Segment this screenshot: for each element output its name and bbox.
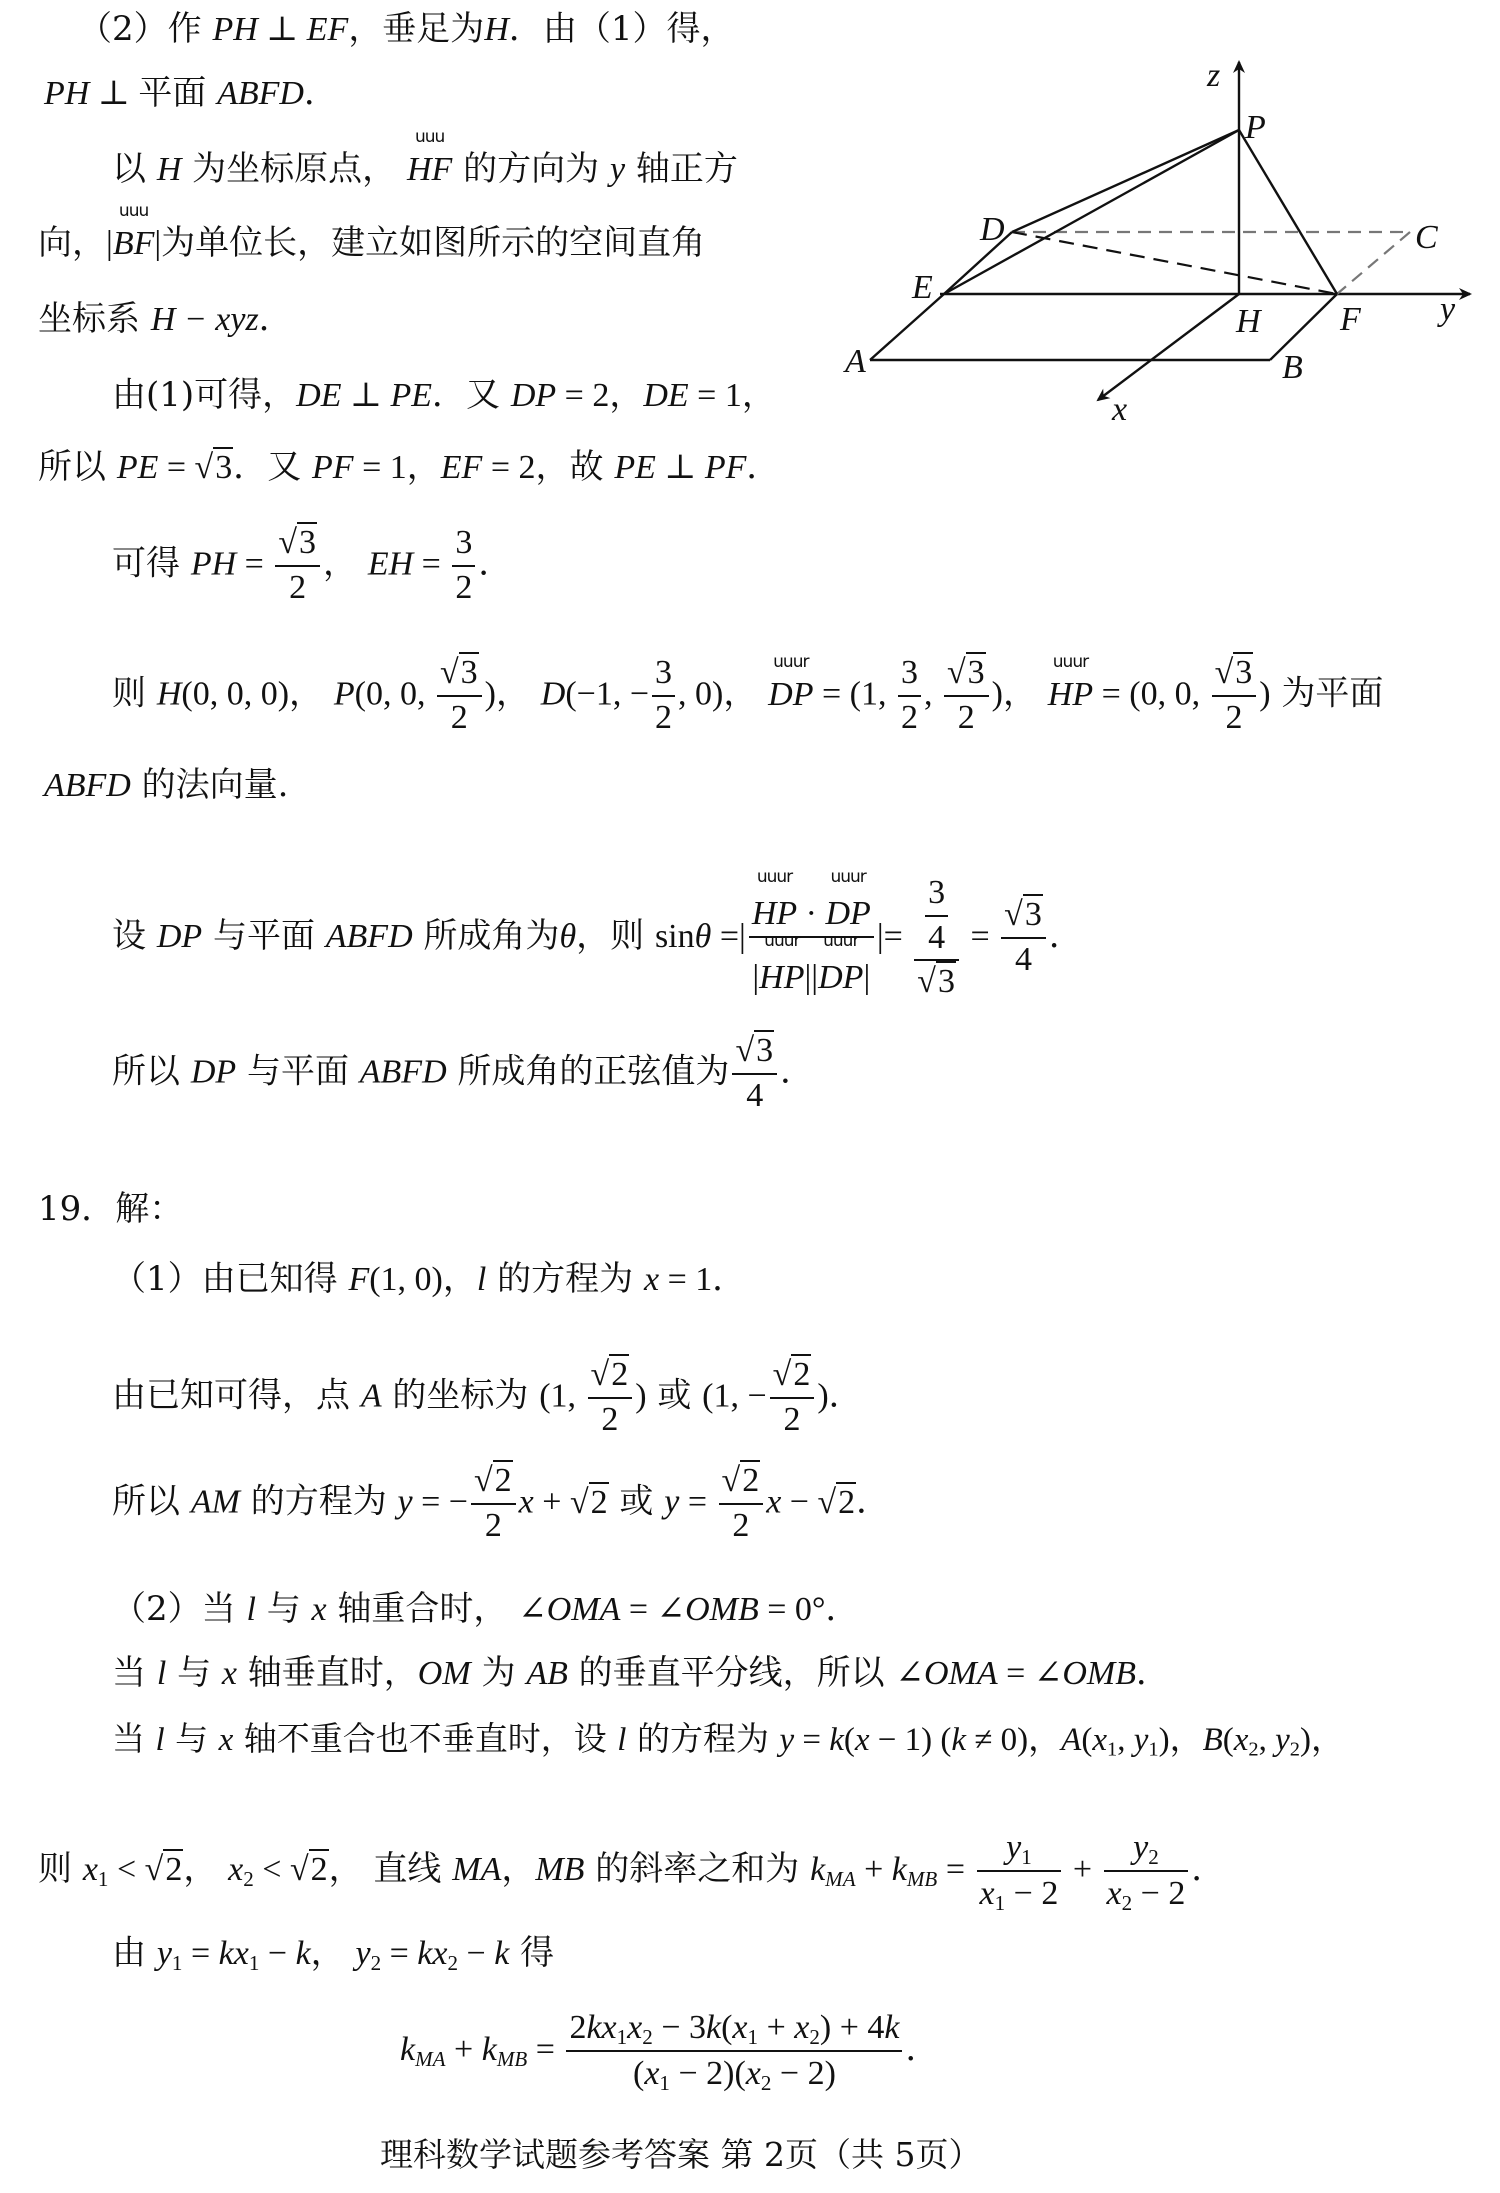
line-ph-perp-plane: PH ⊥ 平面 ABFD． xyxy=(44,73,338,113)
vector-hp: uuur HP xyxy=(1047,651,1094,713)
vector-hf: uuu HF xyxy=(407,127,453,188)
fraction-dot-product: uuur HP · uuur DP | uuur HP|| uuur DP| xyxy=(749,876,874,999)
fraction-sqrt3-over-2: $\frac{√3}{2}$ xyxy=(275,522,320,609)
line-sine-theta: 设 DP 与平面 ABFD 所成角为θ，则 sinθ =| uuur HP · uuur DP | uuur HP|| uuur DP| |= $\frac{\frac{3}{4}}{√3}$ = $\frac{√3}{4}$ ． xyxy=(112,872,1083,1004)
line-coordinates: 则 H(0, 0, 0)， P(0, 0, $\frac{√3}{2}$ )， D(−1, − $\frac{3}{2}$ , 0)， uuur DP = (1, $\frac{3}{2}$ , $\frac{√3}{2}$ )， uuur HP = (0, 0, $\frac{√3}{2}$ ) 为平面 xyxy=(112,651,1384,736)
x-axis xyxy=(1098,294,1239,400)
label-y: y xyxy=(1440,291,1456,328)
line-sine-conclusion: 所以 DP 与平面 ABFD 所成角的正弦值为 $\frac{√3}{4}$ ． xyxy=(112,1032,815,1114)
line-coordinate-system: 坐标系 H − xyz． xyxy=(38,299,293,339)
problem-19-heading: 19．解： xyxy=(38,1189,184,1229)
label-x: x xyxy=(1112,391,1128,428)
line-unit-length: 向，| uuu BF|为单位长，建立如图所示的空间直角 xyxy=(38,201,706,263)
edge-dp xyxy=(1012,130,1239,232)
fraction-compound: $\frac{\frac{3}{4}}{√3}$ xyxy=(914,872,959,1004)
line-construct-ph: （2）作 PH ⊥ EF，垂足为H．由（1）得， xyxy=(78,9,735,49)
vector-dp: uuur DP xyxy=(768,651,814,713)
label-c: C xyxy=(1415,219,1438,256)
label-h: H xyxy=(1236,303,1261,340)
edge-pf xyxy=(1239,130,1337,294)
line-ph-eh-values: 可得 PH = $\frac{√3}{2}$ ， EH = $\frac{3}{2}$ ． xyxy=(112,522,512,609)
line-slope-sum: 则 $x_1 < √2$， $x_2 < √2$， 直线 MA，MB 的斜率之和为 $k_{MA} + k_{MB}$ = $\frac{y_1}{x_1 - 2}$ + $\frac{y_2}{x_2 - 2}$ ． xyxy=(38,1826,1225,1916)
line-pe-value: 所以 PE = √3．又 PF = 1，EF = 2，故 PE ⊥ PF． xyxy=(38,447,781,487)
line-am-equation: 所以 AM 的方程为 y = − $\frac{√2}{2}$ x + √2 或 y = $\frac{√2}{2}$ x − √2． xyxy=(112,1462,891,1544)
line-origin-setup: 以 H 为坐标原点， uuu HF 的方向为 y 轴正方 xyxy=(112,127,738,189)
label-d: D xyxy=(980,211,1005,248)
label-f: F xyxy=(1340,301,1361,338)
line-de-perp-pe: 由(1)可得，DE ⊥ PE．又 DP = 2，DE = 1， xyxy=(112,375,776,415)
line-l-coincides-x: （2）当 l 与 x 轴重合时， ∠OMA = ∠OMB = 0°． xyxy=(112,1589,860,1629)
label-z: z xyxy=(1207,57,1221,94)
line-general-case: 当 l 与 x 轴不重合也不垂直时，设 l 的方程为 y = k(x − 1) (k ≠ 0)，$A(x_1$, $y_1$)，$B(x_2$, $y_2$)， xyxy=(112,1719,1344,1761)
label-b: B xyxy=(1282,349,1303,386)
line-l-perp-x: 当 l 与 x 轴垂直时，OM 为 AB 的垂直平分线，所以 ∠OMA = ∠OMB． xyxy=(112,1653,1170,1693)
line-substitute-y: 由 $y_1 = kx_1 - k$， $y_2 = kx_2 - k$ 得 xyxy=(112,1933,555,1975)
label-e: E xyxy=(912,269,933,306)
line-normal-vector: ABFD 的法向量. xyxy=(44,765,289,805)
edge-cf-hidden xyxy=(1337,232,1410,294)
label-a: A xyxy=(845,343,866,380)
label-p: P xyxy=(1245,109,1266,146)
edge-ae xyxy=(870,294,944,360)
line-slope-sum-expanded: $k_{MA} + k_{MB}$ = $\frac{2kx_1x_2 - 3k(x_1 + x_2) + 4k}{(x_1 - 2)(x_2 - 2)}$ ． xyxy=(400,2006,939,2096)
vector-bf: uuu BF xyxy=(112,201,155,262)
edge-df-hidden xyxy=(1012,232,1337,294)
fraction-3-over-2: $\frac{3}{2}$ xyxy=(452,522,475,609)
edge-bf xyxy=(1270,294,1337,360)
line-f-and-l: （1）由已知得 F(1, 0)，l 的方程为 x = 1． xyxy=(112,1259,747,1299)
page-footer: 理科数学试题参考答案 第 2页（共 5页） xyxy=(380,2135,982,2174)
sqrt-3: √3 xyxy=(194,449,233,486)
line-point-a: 由已知可得，点 A 的坐标为 (1, $\frac{√2}{2}$ ) 或 (1, − $\frac{√2}{2}$ )． xyxy=(112,1356,863,1438)
